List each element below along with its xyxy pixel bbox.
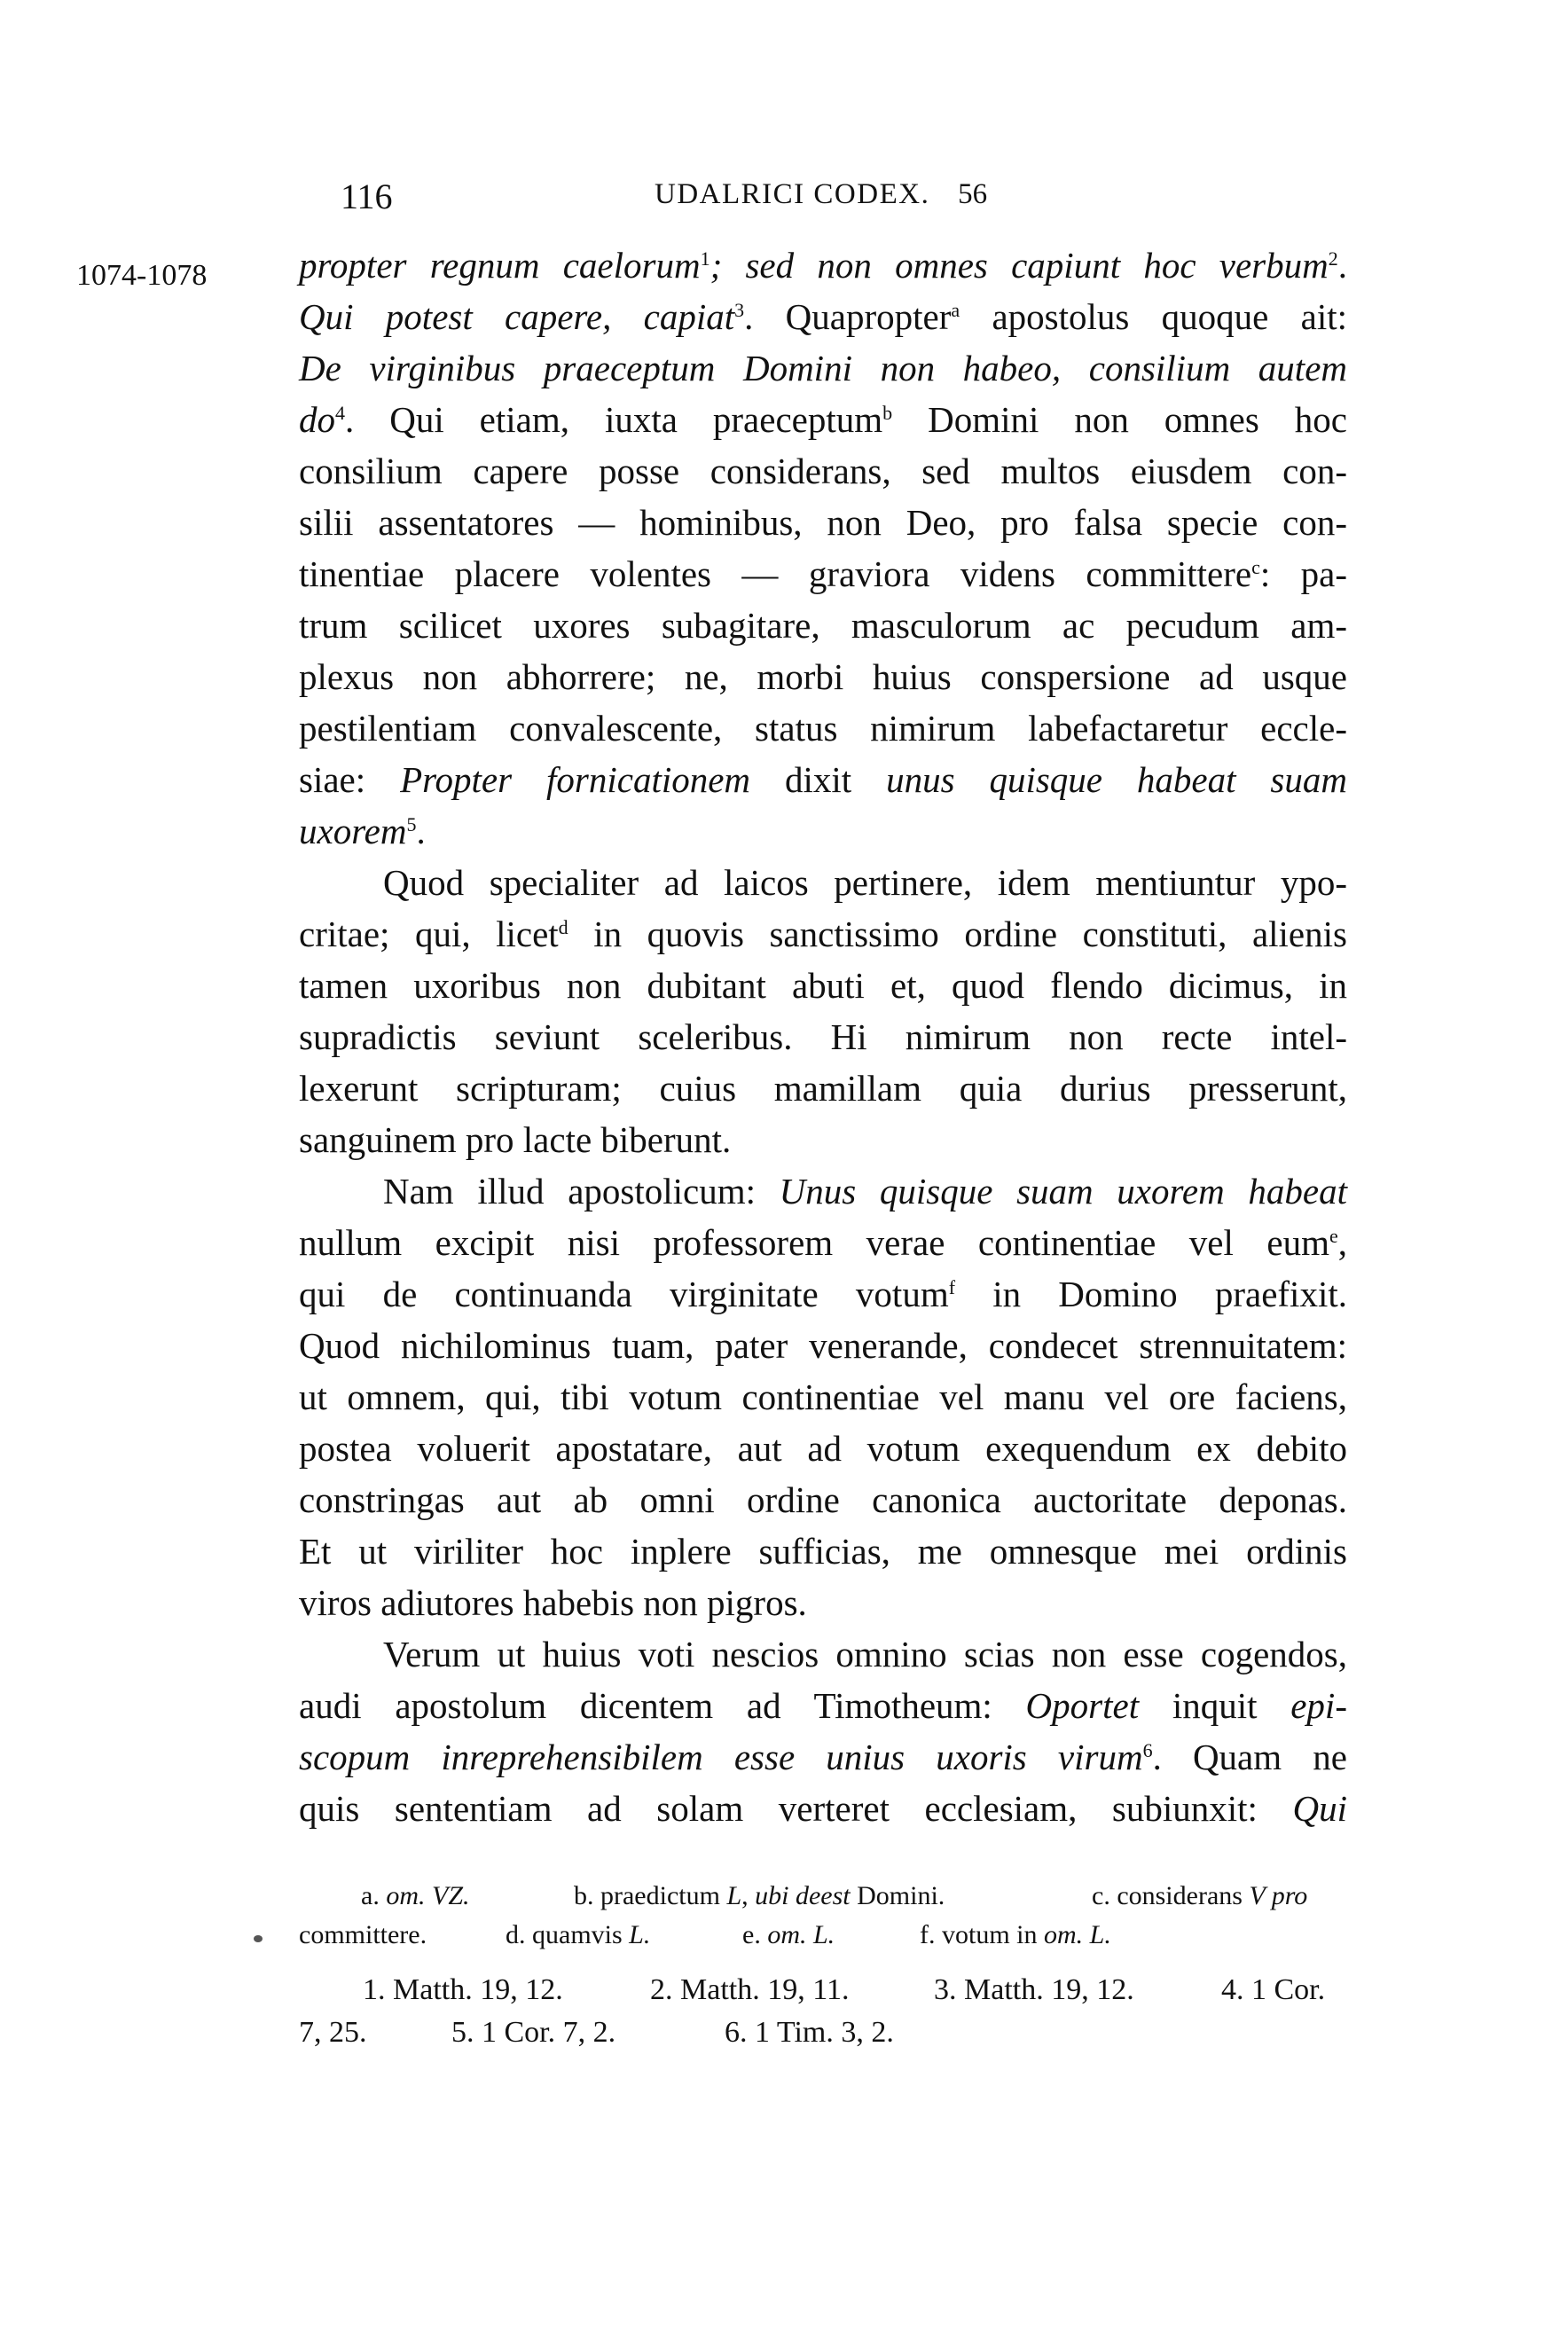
italic-text: L — [726, 1881, 742, 1910]
italic-text: Unus quisque suam uxorem habeat — [779, 1171, 1347, 1212]
source-note: 2. Matth. 19, 11. — [650, 1973, 850, 2006]
body-line — [299, 1783, 1347, 1834]
body-line — [299, 1423, 1347, 1474]
italic-text: uxorem — [299, 811, 407, 851]
note-marker: a — [951, 299, 960, 321]
body-line — [299, 291, 1347, 342]
text-run: . Quam ne — [1152, 1737, 1347, 1777]
text-run: tamen uxoribus non dubitant abuti et, quod flendo dicimus, in — [299, 965, 1347, 1006]
text-run: Quod specialiter ad laicos pertinere, idem mentiuntur ypo- — [383, 862, 1347, 903]
text-run: siae: — [299, 759, 401, 800]
text-run: , — [1337, 1222, 1347, 1263]
text-run: quis sententiam ad solam verteret ecclesiam, subiunxit: — [299, 1788, 1293, 1829]
text-run: lexerunt scripturam; cuius mamillam quia durius presserunt, — [299, 1068, 1347, 1109]
italic-text: om. VZ. — [386, 1881, 470, 1910]
text-run: audi apostolum dicentem ad Timotheum: — [299, 1685, 1026, 1726]
italic-text: propter regnum caelorum — [299, 245, 701, 286]
italic-text: do — [299, 399, 335, 440]
body-line — [299, 1525, 1347, 1577]
source-note: 7, 25. — [299, 2016, 367, 2049]
text-run: Quod nichilominus tuam, pater venerande, condecet strennuitatem: — [299, 1325, 1347, 1366]
text-run: in Domino praefixit. — [955, 1274, 1347, 1314]
source-notes-line — [299, 2011, 1347, 2054]
text-run: trum scilicet uxores subagitare, masculorum ac pecudum am- — [299, 605, 1347, 646]
note-marker: f — [948, 1276, 956, 1298]
text-run: qui de continuanda virginitate votum — [299, 1274, 949, 1314]
body-line — [383, 1165, 1347, 1217]
note-marker: 2 — [1328, 247, 1338, 270]
italic-text: epi- — [1290, 1685, 1347, 1726]
text-run: viros adiutores habebis non pigros. — [299, 1582, 807, 1623]
italic-text: ubi deest — [755, 1881, 851, 1910]
italic-text: ; sed non omnes capiunt hoc verbum — [710, 245, 1329, 286]
text-run: silii assentatores — hominibus, non Deo, pro falsa specie con- — [299, 502, 1347, 543]
italic-text: om. L. — [1044, 1920, 1111, 1949]
text-run: tinentiae placere volentes — graviora videns committere — [299, 553, 1252, 594]
textual-note — [506, 1917, 650, 1953]
note-marker: 6 — [1142, 1739, 1153, 1761]
note-marker: c — [1251, 556, 1260, 578]
text-run: : pa- — [1259, 553, 1348, 594]
text-run: . — [1337, 245, 1347, 286]
italic-text: scopum inreprehensibilem esse unius uxoris virum — [299, 1737, 1143, 1777]
source-note: 1. Matth. 19, 12. — [363, 1973, 563, 2006]
body-line — [299, 239, 1347, 291]
text-run: a. — [361, 1881, 387, 1910]
body-line — [299, 1680, 1347, 1731]
body-line — [299, 1320, 1347, 1371]
text-run: ut omnem, qui, tibi votum continentiae vel manu vel ore faciens, — [299, 1376, 1347, 1417]
body-line — [299, 1011, 1347, 1063]
textual-note — [920, 1917, 1111, 1953]
body-line — [299, 1731, 1347, 1783]
note-marker: 1 — [700, 247, 710, 270]
italic-text: unus quisque habeat suam — [886, 759, 1347, 800]
italic-text: Qui potest capere, capiat — [299, 296, 735, 337]
italic-text: L. — [629, 1920, 651, 1949]
source-note: 5. 1 Cor. 7, 2. — [451, 2016, 616, 2049]
text-run: consilium capere posse considerans, sed multos eiusdem con- — [299, 451, 1347, 491]
page-number: 116 — [341, 176, 393, 216]
textual-note — [574, 1878, 945, 1914]
text-run: f. votum in — [920, 1920, 1044, 1949]
body-line — [299, 445, 1347, 497]
body-line — [299, 394, 1347, 445]
ink-speck — [254, 1935, 263, 1942]
body-line — [299, 805, 1347, 857]
text-run: d. quamvis — [506, 1920, 630, 1949]
body-line — [383, 857, 1347, 908]
text-run: plexus non abhorrere; ne, morbi huius conspersione ad usque — [299, 656, 1347, 697]
source-note: 6. 1 Tim. 3, 2. — [725, 2016, 894, 2049]
text-run: in quovis sanctissimo ordine constituti, alienis — [568, 914, 1347, 954]
textual-notes-line — [299, 1917, 1347, 1953]
text-run: dixit — [750, 759, 887, 800]
running-title — [655, 178, 987, 211]
source-note: 4. 1 Cor. — [1221, 1973, 1326, 2006]
text-run: , — [741, 1881, 756, 1910]
text-run: critae; qui, licet — [299, 914, 559, 954]
text-run: Nam illud apostolicum: — [383, 1171, 780, 1212]
text-run: Verum ut huius voti nescios omnino scias non esse cogendos, — [383, 1634, 1347, 1674]
body-line — [299, 1217, 1347, 1268]
textual-note — [361, 1878, 470, 1914]
body-line — [299, 600, 1347, 651]
italic-text: De virginibus praeceptum Domini non habeo, consilium autem — [299, 348, 1347, 388]
text-run: pestilentiam convalescente, status nimirum labefactaretur eccle- — [299, 708, 1347, 749]
text-run: nullum excipit nisi professorem verae continentiae vel eum — [299, 1222, 1329, 1263]
text-run: e. — [742, 1920, 768, 1949]
body-line — [299, 1474, 1347, 1525]
text-run: Domini. — [850, 1881, 945, 1910]
margin-date: 1074-1078 — [76, 259, 208, 292]
body-line — [299, 1577, 1347, 1628]
running-title-text: UDALRICI CODEX. — [655, 178, 930, 210]
body-line — [299, 1063, 1347, 1114]
text-run: constringas aut ab omni ordine canonica auctoritate deponas. — [299, 1479, 1347, 1520]
text-run: c. considerans — [1092, 1881, 1250, 1910]
letter-number: 56 — [958, 178, 988, 210]
body-line — [299, 651, 1347, 702]
text-run: inquit — [1139, 1685, 1291, 1726]
note-marker: b — [882, 402, 893, 424]
note-marker: e — [1329, 1225, 1338, 1247]
body-line — [299, 1371, 1347, 1423]
text-run: . Quapropter — [744, 296, 952, 337]
body-line — [299, 548, 1347, 600]
italic-text: Oportet — [1025, 1685, 1140, 1726]
note-marker: 4 — [335, 402, 345, 424]
textual-note — [1092, 1878, 1307, 1914]
source-notes-line — [299, 1969, 1347, 2011]
text-run: sanguinem pro lacte biberunt. — [299, 1119, 732, 1160]
text-run: apostolus quoque ait: — [960, 296, 1348, 337]
note-marker: 5 — [406, 813, 417, 835]
body-line — [299, 342, 1347, 394]
italic-text: Qui — [1292, 1788, 1347, 1829]
text-run: supradictis seviunt sceleribus. Hi nimirum non recte intel- — [299, 1016, 1347, 1057]
body-line — [299, 960, 1347, 1011]
text-run: . — [416, 811, 426, 851]
text-run: postea voluerit apostatare, aut ad votum exequendum ex debito — [299, 1428, 1347, 1469]
body-line — [383, 1628, 1347, 1680]
italic-text: Propter fornicationem — [400, 759, 751, 800]
body-line — [299, 908, 1347, 960]
note-marker: 3 — [734, 299, 745, 321]
note-marker: d — [558, 916, 568, 938]
text-run: committere. — [299, 1920, 427, 1949]
textual-note — [742, 1917, 835, 1953]
text-run: b. praedictum — [574, 1881, 727, 1910]
body-line — [299, 702, 1347, 754]
body-line — [299, 754, 1347, 805]
text-run: Domini non omnes hoc — [892, 399, 1347, 440]
source-note: 3. Matth. 19, 12. — [934, 1973, 1134, 2006]
textual-notes-line — [299, 1878, 1347, 1914]
body-line — [299, 497, 1347, 548]
italic-text: V pro — [1249, 1881, 1308, 1910]
text-run: Et ut viriliter hoc inplere sufficias, me omnesque mei ordinis — [299, 1531, 1347, 1572]
body-line — [299, 1114, 1347, 1165]
italic-text: om. L. — [767, 1920, 835, 1949]
text-run: . Qui etiam, iuxta praeceptum — [345, 399, 883, 440]
body-line — [299, 1268, 1347, 1320]
textual-note — [299, 1917, 427, 1953]
